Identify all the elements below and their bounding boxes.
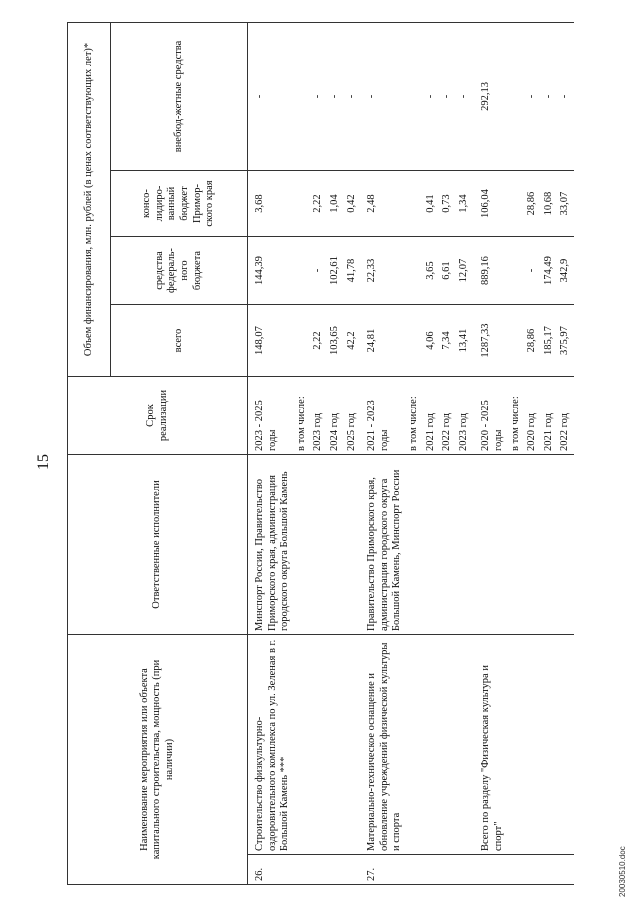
cell-no [327, 855, 344, 885]
cell-term: 2020 год [524, 377, 541, 455]
cell-extra: - [456, 22, 473, 170]
page-number: 15 [35, 454, 52, 470]
cell-executors [508, 455, 525, 635]
cell-extra [508, 22, 525, 170]
cell-total [294, 305, 311, 377]
table-row [524, 22, 541, 884]
cell-executors [557, 455, 574, 635]
cell-total [508, 305, 525, 377]
cell-extra: - [327, 22, 344, 170]
cell-total: 42,2 [344, 305, 361, 377]
cell-name: Всего по разделу "Физическая культура и спорт" [472, 635, 507, 855]
cell-total: 103,65 [327, 305, 344, 377]
cell-term: 2023 год [456, 377, 473, 455]
cell-executors [439, 455, 456, 635]
cell-federal: 889,16 [472, 237, 507, 305]
cell-name [541, 635, 558, 855]
cell-total: 24,81 [360, 305, 406, 377]
cell-name [406, 635, 423, 855]
cell-name [456, 635, 473, 855]
cell-extra [406, 22, 423, 170]
cell-regional [294, 171, 311, 237]
cell-executors [344, 455, 361, 635]
cell-extra: - [439, 22, 456, 170]
cell-no [472, 855, 507, 885]
cell-executors [310, 455, 327, 635]
header-name: Наименование мероприятия или объекта капитального строительства, мощность (при наличии) [68, 635, 248, 885]
cell-term: 2024 год [327, 377, 344, 455]
cell-term: 2021 - 2023 годы [360, 377, 406, 455]
cell-federal: 102,61 [327, 237, 344, 305]
cell-total: 13,41 [456, 305, 473, 377]
cell-term: 2023 год [310, 377, 327, 455]
cell-term: 2022 год [557, 377, 574, 455]
cell-no: 27. [360, 855, 406, 885]
cell-federal [294, 237, 311, 305]
cell-extra [294, 22, 311, 170]
cell-executors: Минспорт России, Правительство Приморского края, администрация городского округа Большой Камень [248, 455, 294, 635]
cell-name [439, 635, 456, 855]
cell-no [344, 855, 361, 885]
cell-federal: 22,33 [360, 237, 406, 305]
cell-total: 185,17 [541, 305, 558, 377]
cell-total: 28,86 [524, 305, 541, 377]
cell-executors [456, 455, 473, 635]
table-body [248, 22, 574, 884]
cell-extra: - [541, 22, 558, 170]
header-executors: Ответственные исполнители [68, 455, 248, 635]
cell-name [294, 635, 311, 855]
cell-executors: Правительство Приморского края, администрация городского округа Большой Камень, Минспорт России [360, 455, 406, 635]
cell-total: 2,22 [310, 305, 327, 377]
header-regional: консо-лидиро-ванный бюджет Примор-ского края [111, 171, 248, 237]
cell-total: 375,97 [557, 305, 574, 377]
cell-federal: 3,65 [423, 237, 440, 305]
cell-term: в том числе: [406, 377, 423, 455]
table-row [360, 22, 406, 884]
cell-regional: 33,07 [557, 171, 574, 237]
cell-executors [524, 455, 541, 635]
cell-federal: 342,9 [557, 237, 574, 305]
cell-federal [508, 237, 525, 305]
cell-regional: 1,04 [327, 171, 344, 237]
table-row [456, 22, 473, 884]
cell-extra: - [344, 22, 361, 170]
cell-name [524, 635, 541, 855]
cell-federal: 12,07 [456, 237, 473, 305]
table-row [472, 22, 507, 884]
cell-regional: 0,73 [439, 171, 456, 237]
cell-name [344, 635, 361, 855]
header-funding: Объем финансирования, млн. рублей (в ценах соответствующих лет)* [68, 22, 111, 376]
cell-federal: 6,61 [439, 237, 456, 305]
cell-extra: - [524, 22, 541, 170]
cell-regional: 0,42 [344, 171, 361, 237]
cell-extra: - [310, 22, 327, 170]
header-extra: внебюд-жетные средства [111, 22, 248, 170]
cell-term: 2022 год [439, 377, 456, 455]
cell-regional: 106,04 [472, 171, 507, 237]
cell-regional: 2,48 [360, 171, 406, 237]
cell-no [294, 855, 311, 885]
cell-regional: 0,41 [423, 171, 440, 237]
cell-regional [508, 171, 525, 237]
cell-regional: 3,68 [248, 171, 294, 237]
cell-total: 4,06 [423, 305, 440, 377]
cell-name [327, 635, 344, 855]
cell-no [524, 855, 541, 885]
cell-extra: 292,13 [472, 22, 507, 170]
cell-term: 2020 - 2025 годы [472, 377, 507, 455]
cell-no [406, 855, 423, 885]
cell-no [310, 855, 327, 885]
table-row [344, 22, 361, 884]
cell-extra: - [360, 22, 406, 170]
cell-extra: - [248, 22, 294, 170]
cell-no [557, 855, 574, 885]
table-row [508, 22, 525, 884]
cell-federal [406, 237, 423, 305]
cell-executors [294, 455, 311, 635]
table-row [423, 22, 440, 884]
cell-federal: 41,78 [344, 237, 361, 305]
cell-term: 2021 год [423, 377, 440, 455]
table-row [248, 22, 294, 884]
cell-regional: 10,68 [541, 171, 558, 237]
table-row [294, 22, 311, 884]
table-row [439, 22, 456, 884]
cell-term: в том числе: [294, 377, 311, 455]
cell-regional: 2,22 [310, 171, 327, 237]
cell-executors [423, 455, 440, 635]
cell-no [439, 855, 456, 885]
cell-term: 2023 - 2025 годы [248, 377, 294, 455]
table-row [557, 22, 574, 884]
header-term: Срок реализации [68, 377, 248, 455]
cell-executors [472, 455, 507, 635]
cell-federal: 174,49 [541, 237, 558, 305]
cell-name [310, 635, 327, 855]
cell-total: 1287,33 [472, 305, 507, 377]
file-name: 20030510.doc [618, 846, 627, 897]
cell-name: Строительство физкультурно-оздоровительного комплекса по ул. Зеленая в г. Большой Камень *** [248, 635, 294, 855]
cell-executors [406, 455, 423, 635]
cell-extra: - [557, 22, 574, 170]
cell-total: 7,34 [439, 305, 456, 377]
cell-term: в том числе: [508, 377, 525, 455]
cell-total [406, 305, 423, 377]
cell-regional: 28,86 [524, 171, 541, 237]
cell-total: 148,07 [248, 305, 294, 377]
cell-federal: 144,39 [248, 237, 294, 305]
cell-federal: - [524, 237, 541, 305]
cell-regional [406, 171, 423, 237]
header-federal: средства федераль-ного бюджета [111, 237, 248, 305]
cell-name [557, 635, 574, 855]
cell-name [508, 635, 525, 855]
cell-no: 26. [248, 855, 294, 885]
cell-no [508, 855, 525, 885]
table-row [541, 22, 558, 884]
cell-extra: - [423, 22, 440, 170]
header-total: всего [111, 305, 248, 377]
cell-executors [541, 455, 558, 635]
cell-no [423, 855, 440, 885]
cell-term: 2021 год [541, 377, 558, 455]
funding-table [67, 22, 574, 885]
table-row [406, 22, 423, 884]
cell-federal: - [310, 237, 327, 305]
table-row [327, 22, 344, 884]
table-row [310, 22, 327, 884]
table-header [68, 22, 248, 884]
cell-term: 2025 год [344, 377, 361, 455]
cell-name: Материально-техническое оснащение и обновление учреждений физической культуры и спорта [360, 635, 406, 855]
cell-executors [327, 455, 344, 635]
cell-regional: 1,34 [456, 171, 473, 237]
cell-no [456, 855, 473, 885]
cell-name [423, 635, 440, 855]
cell-no [541, 855, 558, 885]
